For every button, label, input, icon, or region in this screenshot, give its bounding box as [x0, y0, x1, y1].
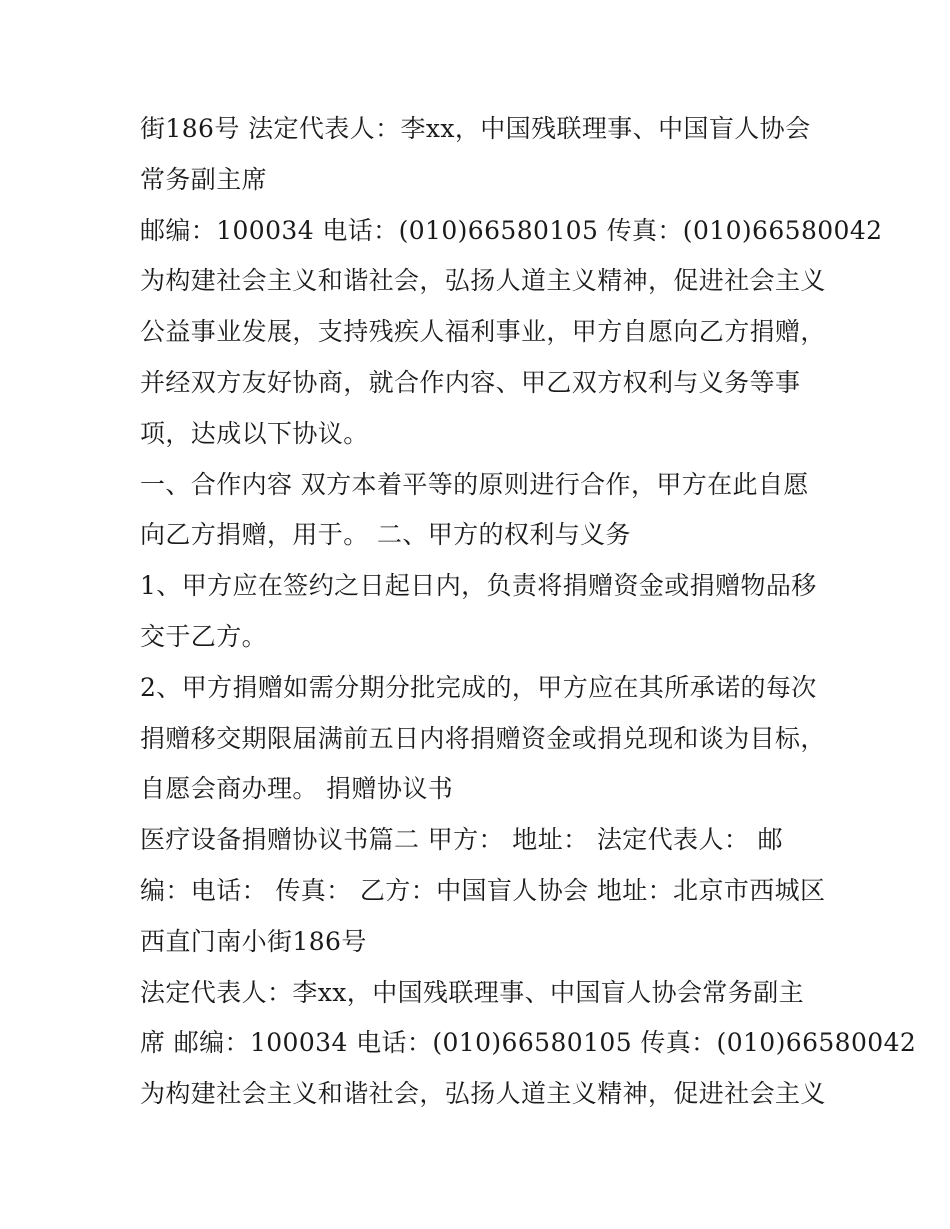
text-line: 为构建社会主义和谐社会，弘扬人道主义精神，促进社会主义 [140, 1079, 826, 1109]
text-line: 西直门南小街186号 [140, 926, 367, 956]
text-line: 一、合作内容 双方本着平等的原则进行合作，甲方在此自愿 [140, 469, 809, 499]
text-line: 常务副主席 [140, 164, 268, 194]
text-line: 街186号 法定代表人：李xx，中国残联理事、中国盲人协会 [140, 114, 811, 143]
document-body [140, 104, 917, 1120]
text-line: 1、甲方应在签约之日起日内，负责将捐赠资金或捐赠物品移 [140, 571, 817, 601]
text-line: 2、甲方捐赠如需分期分批完成的，甲方应在其所承诺的每次 [140, 672, 817, 702]
text-line: 邮编：100034 电话：(010)66580105 传真：(010)66580042 [140, 215, 883, 245]
text-line: 医疗设备捐赠协议书篇二 甲方： 地址： 法定代表人： 邮 [140, 825, 783, 855]
text-line: 法定代表人：李xx，中国残联理事、中国盲人协会常务副主 [140, 977, 805, 1007]
text-line: 席 邮编：100034 电话：(010)66580105 传真：(010)66580042 [140, 1028, 917, 1058]
text-line: 自愿会商办理。 捐赠协议书 [140, 774, 454, 804]
text-line: 编：电话： 传真： 乙方：中国盲人协会 地址：北京市西城区 [140, 875, 826, 905]
text-line: 项，达成以下协议。 [140, 418, 369, 448]
text-line: 公益事业发展，支持残疾人福利事业，甲方自愿向乙方捐赠， [140, 317, 826, 347]
text-line: 并经双方友好协商，就合作内容、甲乙双方权利与义务等事 [140, 367, 801, 397]
text-line: 为构建社会主义和谐社会，弘扬人道主义精神，促进社会主义 [140, 266, 826, 296]
text-line: 捐赠移交期限届满前五日内将捐赠资金或捐兑现和谈为目标， [140, 723, 826, 753]
text-line: 向乙方捐赠，用于。 二、甲方的权利与义务 [140, 520, 631, 550]
text-line: 交于乙方。 [140, 621, 268, 651]
